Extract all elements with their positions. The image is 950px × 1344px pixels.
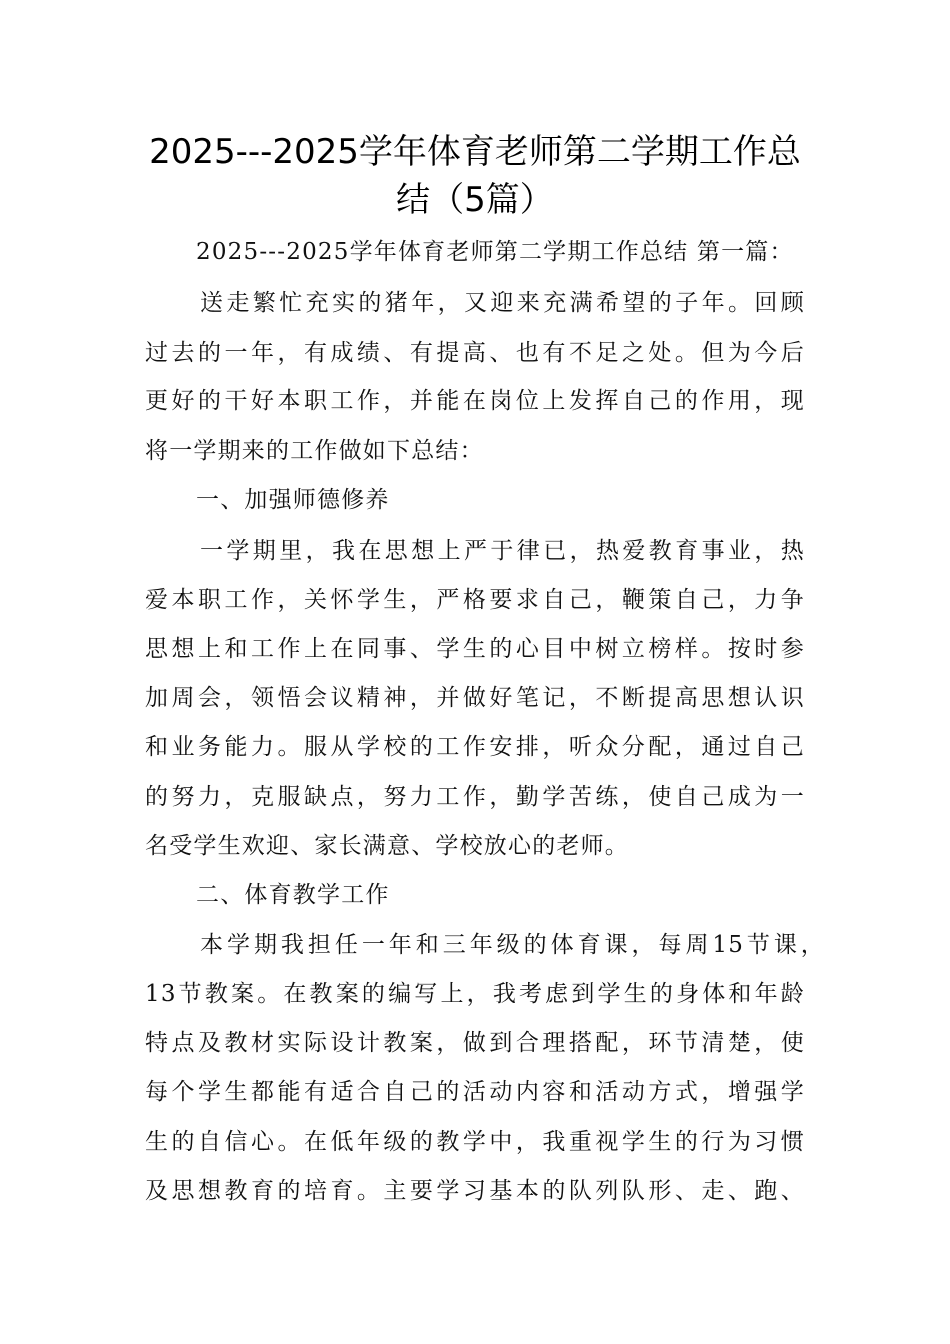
- section-heading: 一、加强师德修养: [196, 487, 390, 513]
- paragraph-line: 加周会，领悟会议精神，并做好笔记，不断提高思想认识: [145, 685, 805, 711]
- paragraph-line: 送走繁忙充实的猪年，又迎来充满希望的子年。回顾: [200, 290, 805, 316]
- paragraph-line: 及思想教育的培育。主要学习基本的队列队形、走、跑、: [145, 1178, 805, 1204]
- paragraph-line: 和业务能力。服从学校的工作安排，听众分配，通过自己: [145, 734, 805, 760]
- paragraph-line: 思想上和工作上在同事、学生的心目中树立榜样。按时参: [145, 636, 805, 662]
- paragraph-line: 爱本职工作，关怀学生，严格要求自己，鞭策自己，力争: [145, 587, 805, 613]
- paragraph-line: 每个学生都能有适合自己的活动内容和活动方式，增强学: [145, 1079, 805, 1105]
- paragraph-line: 名受学生欢迎、家长满意、学校放心的老师。: [145, 833, 629, 859]
- document-title-line-2: 结（5篇）: [396, 180, 554, 220]
- paragraph-line: 13节教案。在教案的编写上，我考虑到学生的身体和年龄: [145, 981, 805, 1007]
- paragraph-line: 过去的一年，有成绩、有提高、也有不足之处。但为今后: [145, 340, 805, 366]
- paragraph-line: 的努力，克服缺点，努力工作，勤学苦练，使自己成为一: [145, 784, 805, 810]
- article-heading: 2025---2025学年体育老师第二学期工作总结 第一篇：: [196, 239, 794, 265]
- paragraph-line: 特点及教材实际设计教案，做到合理搭配，环节清楚，使: [145, 1030, 805, 1056]
- document-title-line-1: 2025---2025学年体育老师第二学期工作总: [149, 132, 801, 172]
- paragraph-line: 一学期里，我在思想上严于律已，热爱教育事业，热: [200, 538, 805, 564]
- paragraph-line: 将一学期来的工作做如下总结：: [145, 438, 484, 464]
- paragraph-line: 本学期我担任一年和三年级的体育课，每周15节课，: [200, 932, 825, 958]
- section-heading: 二、体育教学工作: [196, 882, 390, 908]
- paragraph-line: 生的自信心。在低年级的教学中，我重视学生的行为习惯: [145, 1129, 805, 1155]
- paragraph-line: 更好的干好本职工作，并能在岗位上发挥自己的作用，现: [145, 388, 805, 414]
